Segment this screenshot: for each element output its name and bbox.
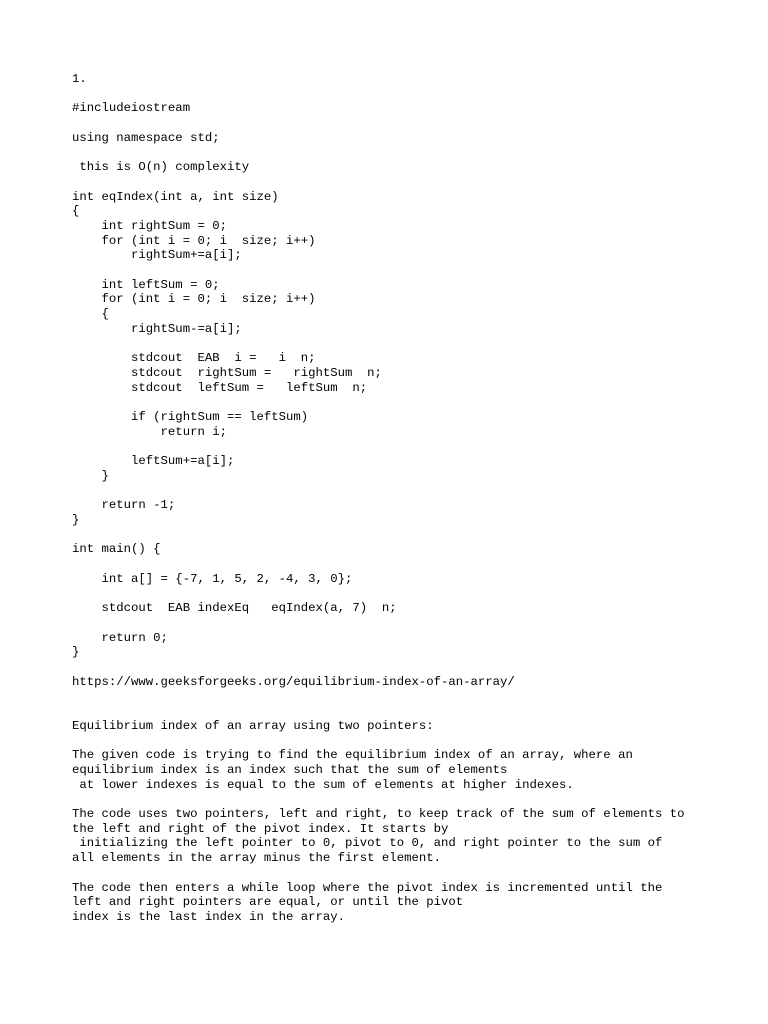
reference-url: https://www.geeksforgeeks.org/equilibrium-index-of-an-array/ [72,674,515,689]
complexity-comment: this is O(n) complexity [72,160,250,175]
section-number: 1. [72,72,87,86]
include-directive: #includeiostream [72,101,191,116]
main-function-code: int main() { int a[] = {-7, 1, 5, 2, -4, 3, 0}; stdcout EAB indexEq eqIndex(a, 7) n; return 0; } [72,542,397,660]
explanation-paragraph-1: The given code is trying to find the equilibrium index of an array, where an equilibrium index is an index such that the sum of elements at lower indexes is equal to the sum of elements at higher indexes. [72,748,633,792]
document-page [72,72,712,972]
namespace-declaration: using namespace std; [72,130,220,145]
explanation-paragraph-3: The code then enters a while loop where the pivot index is incremented until the left and right pointers are equal, or until the pivot index is the last index in the array. [72,880,663,924]
explanation-heading: Equilibrium index of an array using two pointers: [72,718,434,733]
explanation-paragraph-2: The code uses two pointers, left and right, to keep track of the sum of elements to the left and right of the pivot index. It starts by initializing the left pointer to 0, pivot to 0, and right pointer to the sum of all elements in the array minus the first element. [72,807,685,866]
eqindex-function-code: int eqIndex(int a, int size) { int rightSum = 0; for (int i = 0; i size; i++) rightSum+=a[i]; int leftSum = 0; for (int i = 0; i size; i++) { rightSum-=a[i]; stdcout EAB i = i n; stdcout rightSum = rightSum n; stdcout leftSum = leftSum n; if (rightSum == leftSum) return i; leftSum+=a[i]; } return -1; } [72,189,382,528]
